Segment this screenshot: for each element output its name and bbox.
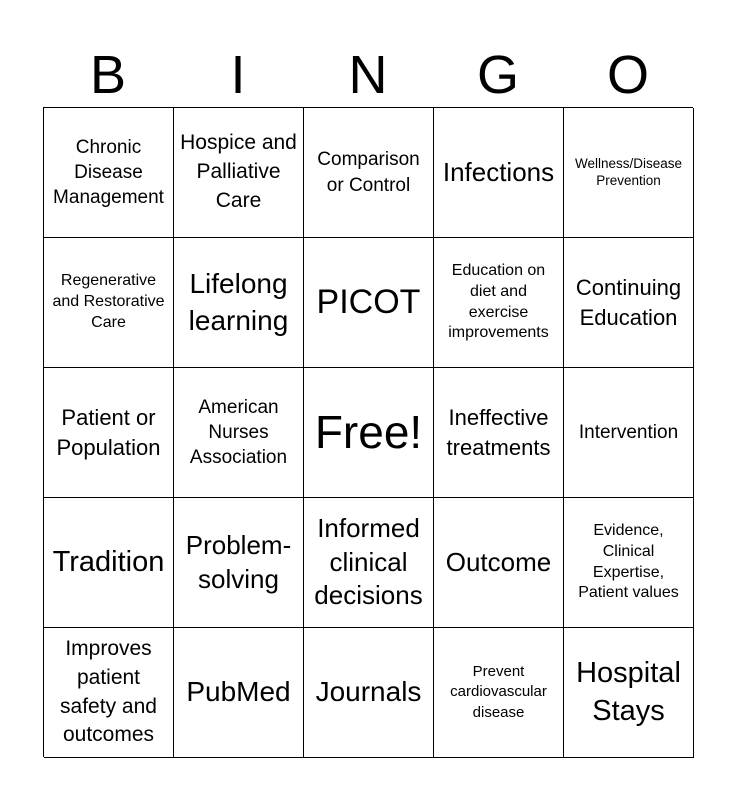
- header-letter-b: B: [89, 45, 127, 105]
- bingo-cell-text: PICOT: [316, 283, 421, 322]
- bingo-card-grid: [43, 107, 693, 757]
- bingo-cell[interactable]: [434, 498, 564, 628]
- bingo-cell[interactable]: [564, 628, 694, 758]
- bingo-cell-text: PubMed: [186, 676, 291, 708]
- bingo-cell[interactable]: [564, 368, 694, 498]
- bingo-cell-text: Education on diet and exercise improvements: [448, 261, 549, 342]
- bingo-cell-text: Continuing Education: [575, 275, 682, 330]
- bingo-cell-text: Hospice and Palliative Care: [180, 131, 297, 212]
- bingo-cell-text: Patient or Population: [56, 405, 161, 460]
- bingo-cell[interactable]: [44, 498, 174, 628]
- bingo-cell[interactable]: [304, 108, 434, 238]
- bingo-cell[interactable]: [564, 498, 694, 628]
- bingo-header: [43, 45, 693, 105]
- header-letter-g: G: [476, 45, 519, 105]
- bingo-cell[interactable]: [44, 108, 174, 238]
- bingo-cell-text: Problem-solving: [185, 529, 292, 594]
- bingo-cell-text: Intervention: [578, 421, 679, 443]
- bingo-cell-text: Wellness/Disease Prevention: [574, 156, 683, 188]
- bingo-cell-text: Chronic Disease Management: [53, 136, 164, 209]
- bingo-cell-text: Hospital Stays: [576, 656, 681, 727]
- bingo-cell[interactable]: [434, 368, 564, 498]
- bingo-cell[interactable]: [434, 628, 564, 758]
- bingo-cell[interactable]: [304, 628, 434, 758]
- bingo-cell-text: Regenerative and Restorative Care: [52, 272, 165, 331]
- bingo-cell[interactable]: [174, 498, 304, 628]
- bingo-cell-text: Journals: [315, 676, 422, 708]
- bingo-cell-free[interactable]: [304, 368, 434, 498]
- bingo-cell[interactable]: [174, 238, 304, 368]
- bingo-cell-text: Evidence, Clinical Expertise, Patient values: [578, 521, 679, 602]
- bingo-cell-text: Infections: [442, 156, 555, 187]
- bingo-cell-text: Tradition: [52, 545, 165, 578]
- bingo-cell[interactable]: [304, 238, 434, 368]
- free-space-text: Free!: [314, 405, 423, 458]
- bingo-cell[interactable]: [174, 628, 304, 758]
- bingo-cell[interactable]: [174, 108, 304, 238]
- bingo-cell-text: Informed clinical decisions: [314, 512, 423, 611]
- bingo-cell[interactable]: [44, 238, 174, 368]
- bingo-cell-text: American Nurses Association: [189, 396, 288, 469]
- bingo-cell[interactable]: [304, 498, 434, 628]
- bingo-cell-text: Comparison or Control: [317, 149, 420, 196]
- bingo-cell-text: Prevent cardiovascular disease: [450, 663, 547, 721]
- bingo-cell[interactable]: [564, 108, 694, 238]
- bingo-cell[interactable]: [44, 628, 174, 758]
- header-letter-n: N: [348, 45, 388, 105]
- bingo-cell-text: Outcome: [445, 546, 552, 577]
- header-letter-i: I: [230, 45, 246, 105]
- bingo-cell[interactable]: [174, 368, 304, 498]
- bingo-cell-text: Improves patient safety and outcomes: [60, 636, 157, 747]
- header-letter-o: O: [606, 45, 649, 105]
- bingo-cell-text: Ineffective treatments: [446, 405, 551, 460]
- bingo-cell-text: Lifelong learning: [188, 267, 289, 336]
- bingo-cell[interactable]: [44, 368, 174, 498]
- bingo-cell[interactable]: [434, 238, 564, 368]
- bingo-cell[interactable]: [564, 238, 694, 368]
- bingo-cell[interactable]: [434, 108, 564, 238]
